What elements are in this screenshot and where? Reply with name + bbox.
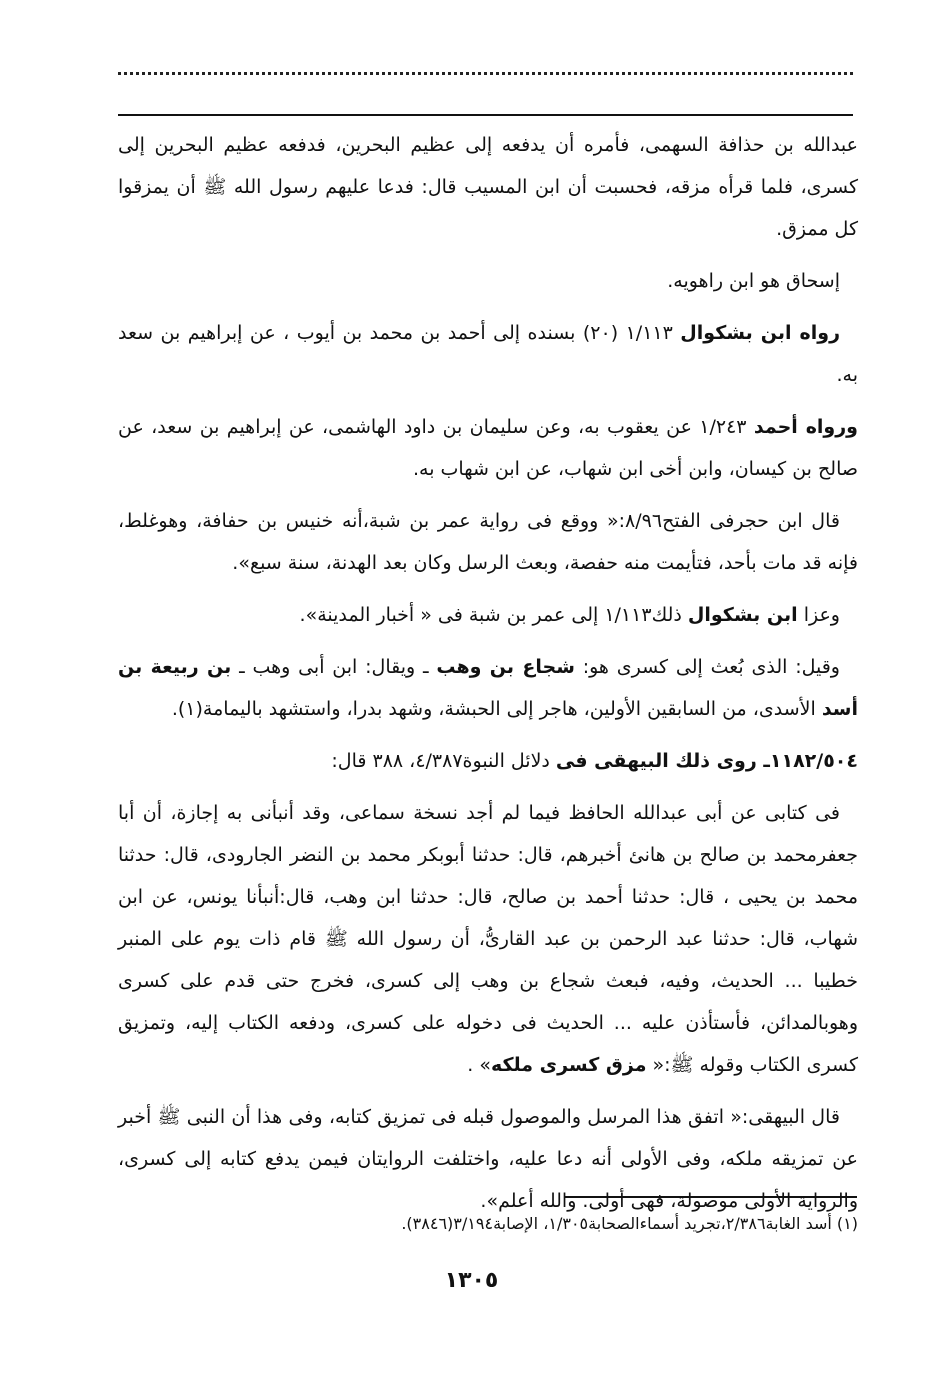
text-run: ذلك١/١١٣ إلى عمر بن شبة فى « أخبار المدينة». <box>299 604 688 626</box>
footnote: (١) أسد الغابة٢/٣٨٦،تجريد أسماءالصحابة١/٣٠٥، الإصابة٣/١٩٤(٣٨٤٦). <box>401 1214 858 1233</box>
text-run: ١/٢٤٣ عن يعقوب به، وعن سليمان بن داود الهاشمى، عن إبراهيم بن سعد، عن صالح بن كيسان، وابن أخى ابن شهاب، عن ابن شهاب به. <box>118 416 858 480</box>
paragraph-5 <box>118 500 858 584</box>
bold-text: ابن بشكوال <box>687 604 798 626</box>
paragraph-3 <box>118 312 858 396</box>
bold-text: رواه ابن بشكوال <box>680 322 841 344</box>
paragraph-6 <box>118 594 858 636</box>
text-run: ـ ويقال: ابن أبى وهب ـ <box>231 656 437 678</box>
text-run: وقيل: الذى بُعث إلى كسرى هو: <box>574 656 840 678</box>
text-run: ١/١١٣ (٢٠) بسنده إلى أحمد بن محمد بن أيوب ، عن إبراهيم بن سعد به. <box>118 322 858 386</box>
text-run: » . <box>467 1054 491 1076</box>
header-dotted-line <box>118 72 853 75</box>
text-run: قال ابن حجرفى الفتح٨/٩٦:« ووقع فى رواية عمر بن شبة،أنه خنيس بن حفافة، وهوغلط، فإنه قد مات بأحد، فتأيمت منه حفصة، وبعث الرسل وكان بعد الهدنة، سنة سبع». <box>118 510 858 574</box>
paragraph-2 <box>118 260 858 302</box>
text-run: عبدالله بن حذافة السهمى، فأمره أن يدفعه إلى عظيم البحرين، فدفعه عظيم البحرين إلى كسرى، فلما قرأه مزقه، فحسبت أن ابن المسيب قال: فدعا عليهم رسول الله ﷺ أن يمزقوا كل ممزق. <box>118 134 858 240</box>
text-run: إسحاق هو ابن راهويه. <box>667 270 840 292</box>
paragraph-1 <box>118 124 858 250</box>
bold-text: ١١٨٢/٥٠٤ـ روى ذلك البيهقى فى <box>555 750 858 772</box>
paragraph-8 <box>118 740 858 782</box>
text-run: فى كتابى عن أبى عبدالله الحافظ فيما لم أجد نسخة سماعى، وقد أنبأنى به إجازة، أن أبا جعفرمحمد بن صالح بن هانئ أخبرهم، قال: حدثنا أبوبكر محمد بن النضر الجارودى، قال: حدثنا محمد بن يحيى ، قال: حدثنا أحمد بن صالح، قال: حدثنا ابن وهب، قال:أنبأنا يونس، عن ابن شهاب، قال: حدثنا عبد الرحمن بن عبد القارىُّ، أن رسول الله ﷺ قام ذات يوم على المنبر خطيبا ... الحديث، وفيه، فبعث شجاع بن وهب إلى كسرى، فخرج حتى قدم على كسرى وهوبالمدائن، فأستأذن عليه ... الحديث فى دخوله على كسرى، ودفعه الكتاب إليه، وتمزيق كسرى الكتاب وقوله ﷺ:« <box>118 802 858 1076</box>
bold-text: ورواه أحمد <box>753 416 858 438</box>
bold-text: بن ربيعة بن أسد <box>118 656 858 720</box>
header-rule <box>118 114 853 116</box>
text-run: دلائل النبوة٤/٣٨٧، ٣٨٨ قال: <box>331 750 556 772</box>
page-number: ١٣٠٥ <box>444 1268 499 1293</box>
paragraph-10 <box>118 1096 858 1222</box>
bold-text: مزق كسرى ملكه <box>490 1054 647 1076</box>
body-text <box>118 124 858 1232</box>
text-run: قال البيهقى:« اتفق هذا المرسل والموصول قبله فى تمزيق كتابه، وفى هذا أن النبى ﷺ أخبر عن تمزيقه ملكه، وفى الأولى أنه دعا عليه، واختلفت الروايتان فيمن يدفع كتابه إلى كسرى، والرواية الأولى موصولة، فهى أولى. والله أعلم». <box>118 1106 858 1212</box>
text-run: وعزا <box>797 604 840 626</box>
bold-text: شجاع بن وهب <box>436 656 575 678</box>
paragraph-9 <box>118 792 858 1086</box>
footnote-separator <box>565 1196 857 1198</box>
paragraph-4 <box>118 406 858 490</box>
text-run: الأسدى، من السابقين الأولين، هاجر إلى الحبشة، وشهد بدرا، واستشهد باليمامة(١). <box>171 698 822 720</box>
paragraph-7 <box>118 646 858 730</box>
